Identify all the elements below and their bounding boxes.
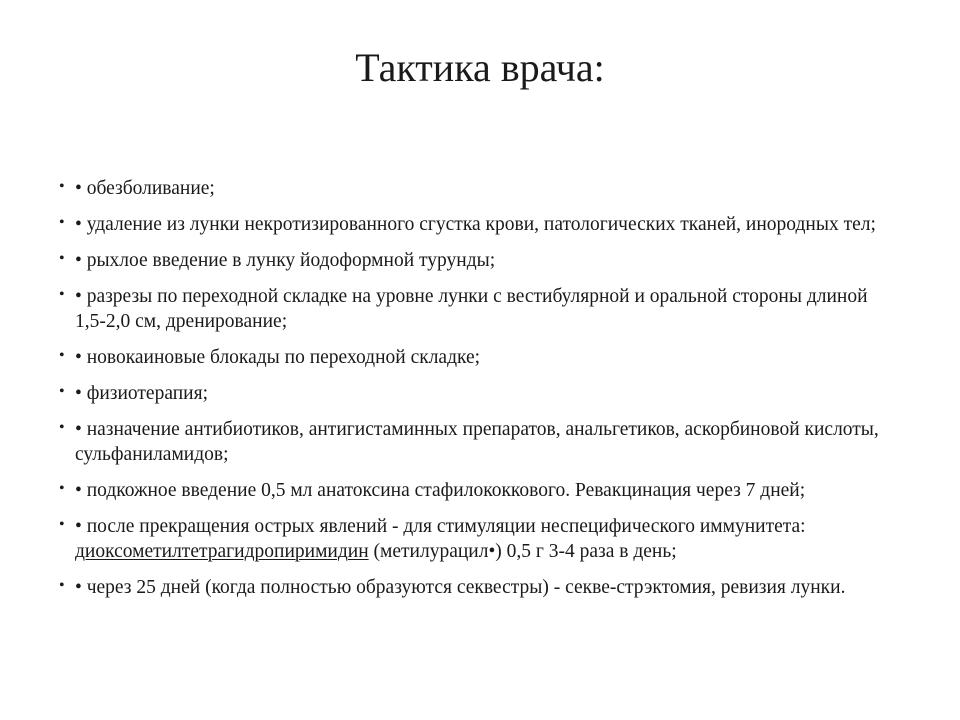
list-item-text: • физиотерапия; (75, 383, 208, 404)
list-item (60, 478, 900, 503)
list-item-text: • новокаиновые блокады по переходной складке; (75, 347, 481, 368)
list-item-text: • удаление из лунки некротизированного сгустка крови, патологических тканей, инородных тел; (75, 214, 876, 235)
list-item (60, 417, 900, 467)
list-item (60, 381, 900, 406)
bullet-icon: • (59, 419, 65, 436)
list-item-text-before: • после прекращения острых явлений - для стимуляции неспецифического иммунитета: (75, 516, 806, 537)
list-item-text: • назначение антибиотиков, антигистаминных препаратов, анальгетиков, аскорбиновой кислоты, сульфаниламидов; (75, 419, 879, 465)
list-item (60, 345, 900, 370)
bullet-icon: • (59, 347, 65, 364)
list-item (60, 248, 900, 273)
list-item-text: • рыхлое введение в лунку йодоформной турунды; (75, 250, 496, 271)
drug-name-link[interactable]: диоксометилтетрагидропиримидин (75, 541, 369, 562)
list-item-text: • подкожное введение 0,5 мл анатоксина стафилококкового. Ревакцинация через 7 дней; (75, 480, 806, 501)
bullet-list (60, 176, 900, 611)
bullet-icon: • (59, 577, 65, 594)
slide-title: Тактика врача: (355, 45, 605, 90)
list-item-text: • через 25 дней (когда полностью образуются секвестры) - секве-стрэктомия, ревизия лунки. (75, 577, 846, 598)
list-item-text: • обезболивание; (75, 178, 215, 199)
list-item-text-after: (метилурацил•) 0,5 г 3-4 раза в день; (368, 541, 677, 562)
list-item (60, 176, 900, 201)
list-item (60, 212, 900, 237)
bullet-icon: • (59, 480, 65, 497)
bullet-icon: • (59, 383, 65, 400)
bullet-icon: • (59, 178, 65, 195)
bullet-icon: • (59, 250, 65, 267)
bullet-icon: • (59, 214, 65, 231)
list-item (60, 284, 900, 334)
list-item-text (75, 516, 806, 562)
list-item (60, 514, 900, 564)
list-item-text: • разрезы по переходной складке на уровне лунки с вестибулярной и оральной стороны длиной 1,5-2,0 см, дренирование; (75, 286, 868, 332)
bullet-icon: • (59, 516, 65, 533)
bullet-icon: • (59, 286, 65, 303)
list-item (60, 575, 900, 600)
